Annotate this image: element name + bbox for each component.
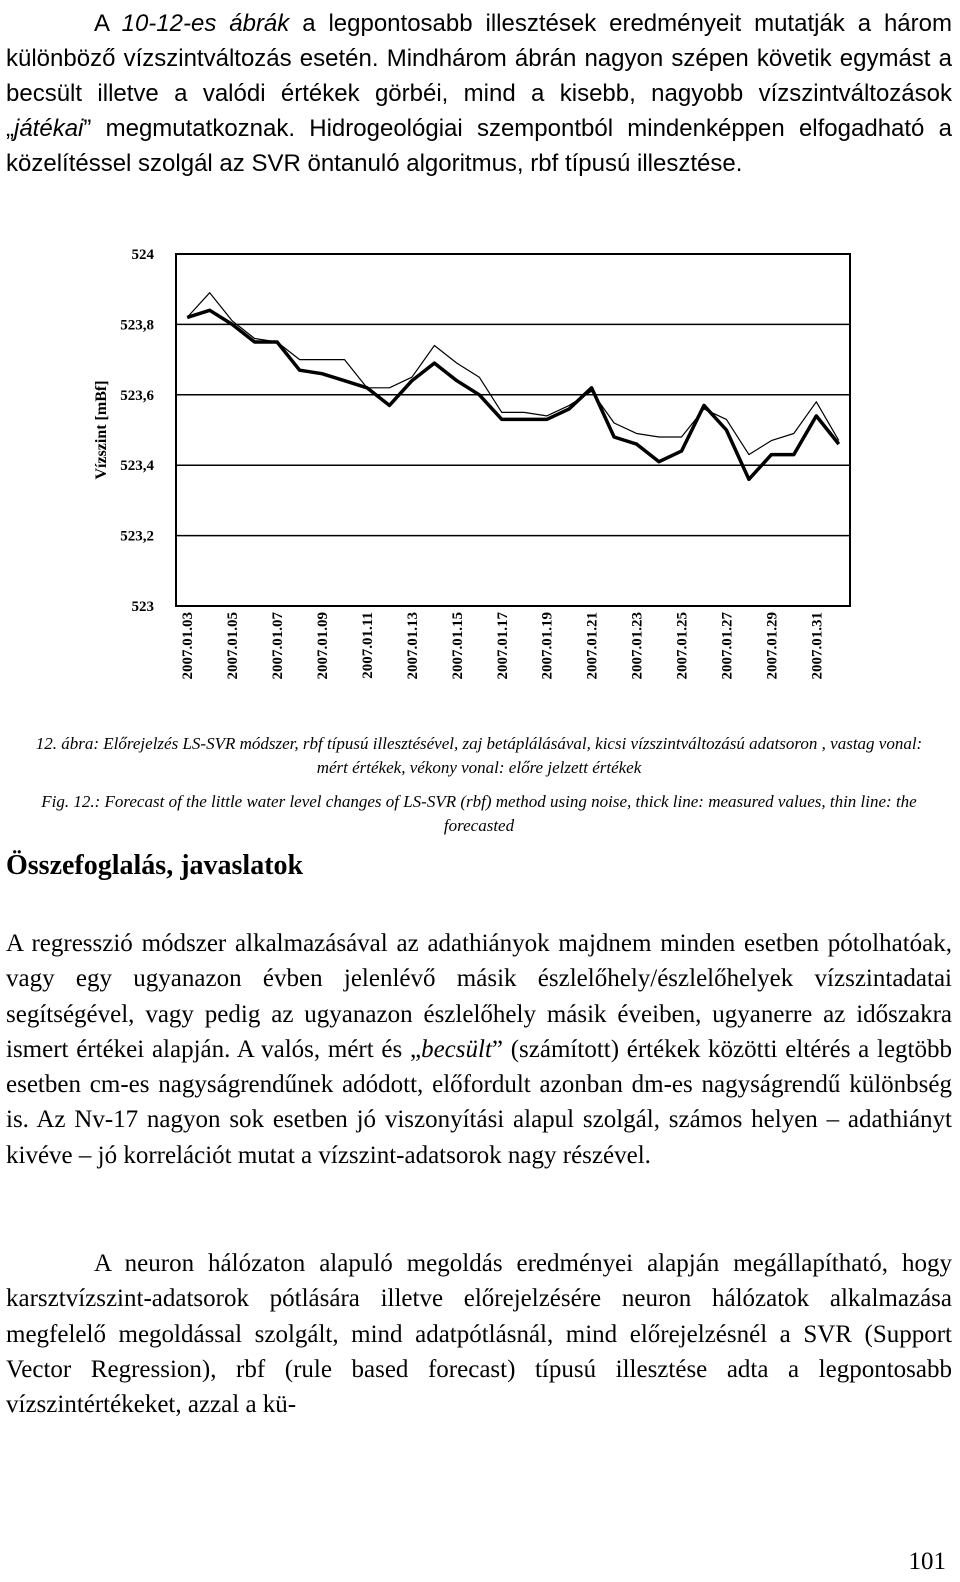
body-p2-lead: A [94, 1250, 111, 1277]
intro-figure-ref: 10-12-es ábrák [121, 10, 290, 37]
chart-series [187, 293, 839, 480]
intro-paragraph [6, 6, 952, 181]
x-tick-label: 2007.01.07 [270, 612, 287, 680]
x-tick-label: 2007.01.19 [539, 612, 556, 680]
line-chart [76, 236, 880, 718]
section-heading: Összefoglalás, javaslatok [6, 850, 304, 881]
intro-lead-prefix: A [94, 10, 122, 37]
x-tick-label: 2007.01.09 [315, 612, 332, 680]
x-tick-label: 2007.01.31 [809, 612, 826, 680]
x-tick-label: 2007.01.17 [494, 612, 511, 680]
x-tick-label: 2007.01.25 [674, 612, 691, 680]
x-tick-label: 2007.01.29 [764, 612, 781, 680]
body-p1-text-b: ” (számított) értékek közötti eltérés a legtöbb esetben cm-es nagyságrendűnek adódott, előfordult azonban dm-es nagyságrendű különbség is. Az Nv-17 nagyon sok esetben jó viszonyítási alapul szolgál, számos helyen – adathiányt kivéve – jó korrelációt mutat a vízszint-adatsorok nagy részével. [6, 1035, 952, 1169]
x-tick-label: 2007.01.11 [359, 612, 376, 679]
x-tick-label: 2007.01.13 [404, 612, 421, 680]
body-paragraph-1 [6, 926, 952, 1173]
figure-caption-hu: 12. ábra: Előrejelzés LS-SVR módszer, rbf típusú illesztésével, zaj betáplálásával, kicsi vízszintváltozású adatsoron , vastag vonal: mért értékek, vékony vonal: előre jelzett értékek [35, 734, 923, 777]
x-tick-label: 2007.01.03 [180, 612, 197, 680]
x-tick-label: 2007.01.23 [629, 612, 646, 680]
body-p1-italic: becsült [421, 1035, 492, 1063]
intro-text-1: a legpontosabb illesztések eredményeit mutatják a három különböző vízszintváltozás esetén. Mindhárom ábrán nagyon szépen követik egymást a becsült illetve a valódi értékek görbéi, mind a kisebb, nagyobb vízszintváltozások „ [6, 10, 952, 142]
y-axis-label: Vízszint [mBf] [93, 380, 110, 480]
body-p1-text-a: A regresszió módszer alkalmazásával az adathiányok majdnem minden esetben pótolhatóak, vagy egy ugyanazon évben jelenlévő másik észlelőhely/észlelőhelyek vízszintadatai segítségével, vagy pedig az ugyanazon észlelőhely másik éveiben, ugyanerre az időszakra ismert értékei alapján. A valós, mért és „ [6, 930, 952, 1063]
x-tick-label: 2007.01.21 [584, 612, 601, 680]
plot-frame [176, 254, 850, 606]
page-number: 101 [908, 1548, 946, 1575]
y-tick-label: 523,4 [120, 458, 154, 475]
forecast-series-line [187, 293, 839, 455]
body-p2-text: neuron hálózaton alapuló megoldás eredményei alapján megállapítható, hogy karsztvízszint-adatsorok pótlására illetve előrejelzésére neuron hálózatok alkalmazása megfelelő megoldással szolgált, mind adatpótlásnál, mind előrejelzésnél a SVR (Support Vector Regression), rbf (rule based forecast) típusú illesztése adta a legpontosabb vízszintértékeket, azzal a kü- [6, 1250, 952, 1419]
y-tick-label: 523 [131, 599, 154, 615]
intro-text-2: ” megmutatkoznak. Hidrogeológiai szempontból mindenképpen elfogadható a közelítéssel szolgál az SVR öntanuló algoritmus, rbf típusú illesztése. [6, 115, 952, 177]
chart-svg [76, 236, 880, 718]
y-tick-label: 523,6 [120, 387, 154, 404]
x-tick-label: 2007.01.15 [449, 612, 466, 680]
chart-grid [176, 254, 850, 606]
y-tick-label: 523,2 [120, 528, 154, 545]
x-tick-label: 2007.01.27 [719, 612, 736, 680]
intro-italic-word: játékai [14, 115, 84, 142]
x-tick-label: 2007.01.05 [225, 612, 242, 680]
x-tick-labels [180, 612, 825, 680]
y-tick-label: 523,8 [120, 317, 154, 334]
y-tick-label: 524 [131, 247, 154, 263]
figure-caption-en: Fig. 12.: Forecast of the little water level changes of LS-SVR (rbf) method using noise, thick line: measured values, thin line: the forecasted [41, 792, 917, 835]
y-tick-labels [120, 247, 154, 615]
body-paragraph-2 [6, 1246, 952, 1422]
